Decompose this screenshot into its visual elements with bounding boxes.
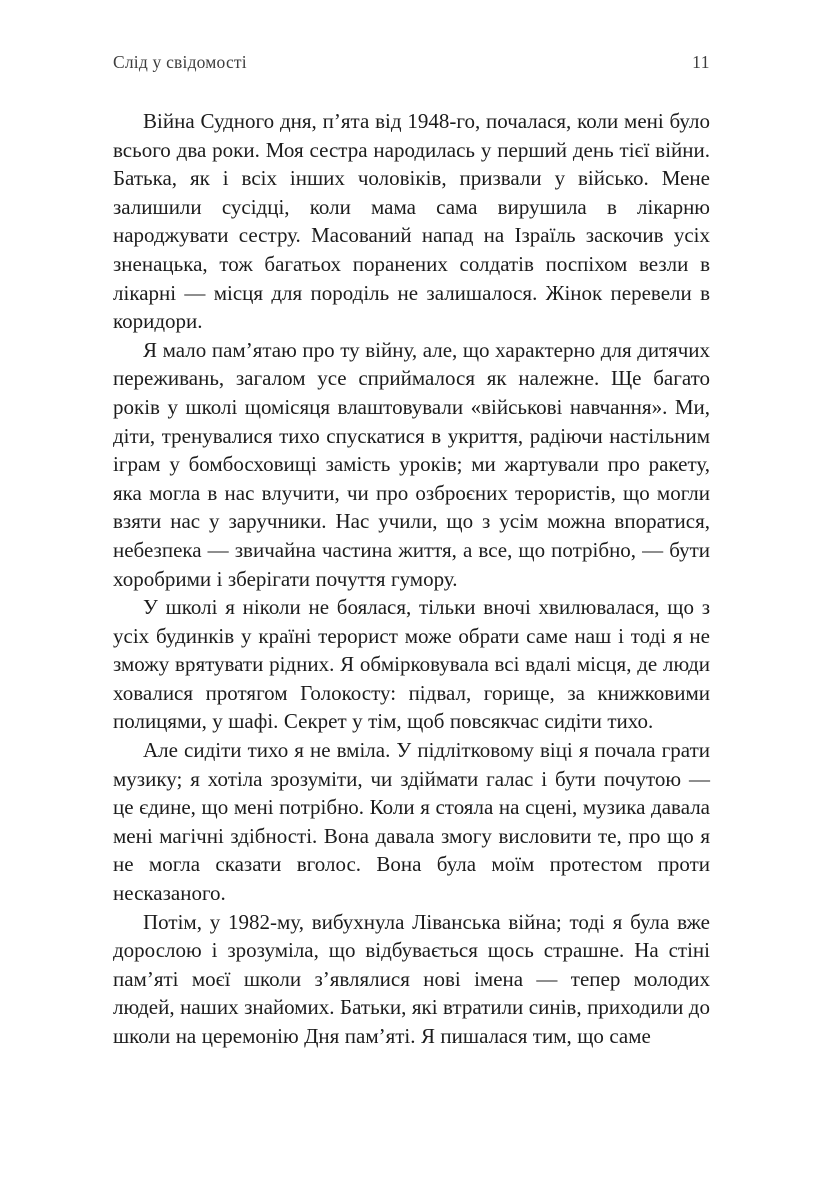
page-number: 11 (692, 52, 710, 72)
page-header (113, 52, 710, 73)
paragraph: Але сидіти тихо я не вміла. У підлітковому віці я почала грати музику; я хотіла зрозуміти, чи здіймати галас і бути почутою — це єдине, що мені потрібно. Коли я стояла на сцені, музика давала мені магічні здібності. Вона давала змогу висловити те, про що я не могла сказати вголос. Вона була моїм протестом проти несказаного. (113, 738, 710, 906)
paragraph: У школі я ніколи не боялася, тільки вночі хвилювалася, що з усіх будинків у країні терорист може обрати саме наш і тоді я не зможу врятувати рідних. Я обмірковувала всі вдалі місця, де люди ховалися протягом Голокосту: підвал, горище, за книжковими полицями, у шафі. Секрет у тім, щоб повсякчас сидіти тихо. (113, 595, 710, 734)
paragraph: Потім, у 1982-му, вибухнула Ліванська війна; тоді я була вже дорослою і зрозуміла, що відбувається щось страшне. На стіні пам’яті моєї школи з’являлися нові імена — тепер молодих людей, наших знайомих. Батьки, які втратили синів, приходили до школи на церемонію Дня пам’яті. Я пишалася тим, що саме (113, 909, 710, 1048)
body-text (113, 107, 710, 1051)
running-title: Слід у свідомості (113, 52, 247, 72)
paragraph: Війна Судного дня, п’ята від 1948-го, почалася, коли мені було всього два роки. Моя сестра народилась у перший день тієї війни. Батька, як і всіх інших чоловіків, призвали у військо. Мене залишили сусідці, коли мама сама вирушила в лікарню народжувати сестру. Масований напад на Ізраїль заскочив усіх зненацька, тож багатьох поранених солдатів поспіхом везли в лікарні — місця для породіль не залишалося. Жінок перевели в коридори. (113, 109, 710, 334)
paragraph: Я мало пам’ятаю про ту війну, але, що характерно для дитячих переживань, загалом усе сприймалося як належне. Ще багато років у школі щомісяця влаштовували «військові навчання». Ми, діти, тренувалися тихо спускатися в укриття, радіючи настільним іграм у бомбосховищі замість уроків; ми жартували про ракету, яка могла в нас влучити, чи про озброєних терористів, що могли взяти нас у заручники. Нас учили, що з усім можна впоратися, небезпека — звичайна частина життя, а все, що потрібно, — бути хоробрими і зберігати почуття гумору. (113, 337, 710, 591)
